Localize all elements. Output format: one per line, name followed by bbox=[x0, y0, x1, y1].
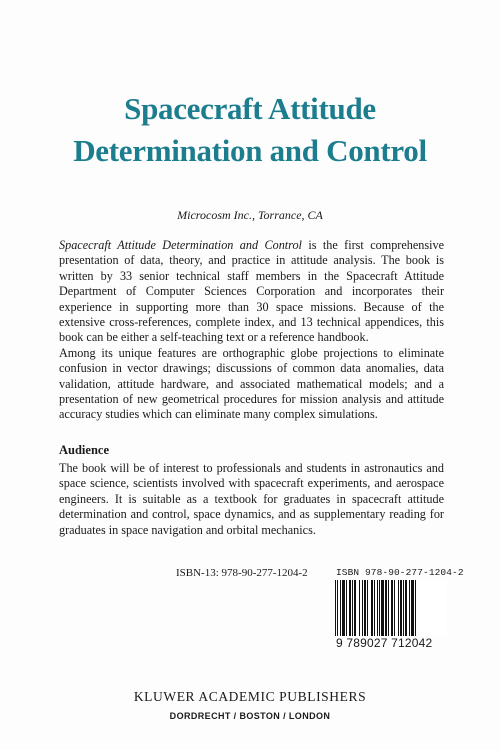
barcode-bar bbox=[398, 580, 399, 636]
barcode-bar bbox=[391, 580, 393, 636]
barcode-bar bbox=[409, 580, 410, 636]
description-text bbox=[59, 238, 444, 423]
barcode-bar bbox=[342, 580, 345, 636]
audience-text bbox=[59, 461, 444, 538]
barcode-bar bbox=[346, 580, 347, 636]
barcode-bar bbox=[400, 580, 402, 636]
barcode-bar bbox=[349, 580, 351, 636]
barcode-bar bbox=[359, 580, 360, 636]
editor-affiliation: Microcosm Inc., Torrance, CA bbox=[177, 208, 323, 222]
barcode-digits: 9 789027 712042 bbox=[336, 636, 433, 650]
barcode-bar bbox=[364, 580, 366, 636]
isbn-number: ISBN-13: 978-90-277-1204-2 bbox=[176, 567, 308, 579]
barcode-bar bbox=[381, 580, 384, 636]
barcode-bar bbox=[340, 580, 341, 636]
barcode-bar bbox=[337, 580, 338, 636]
barcode-bar bbox=[377, 580, 378, 636]
audience-heading: Audience bbox=[59, 443, 109, 457]
barcode-isbn-label: ISBN 978-90-277-1204-2 bbox=[336, 567, 464, 578]
description-paragraph-1 bbox=[59, 238, 444, 346]
barcode-bar bbox=[367, 580, 368, 636]
barcode-bar bbox=[415, 580, 416, 636]
book-title bbox=[0, 88, 500, 172]
barcode-bar bbox=[354, 580, 356, 636]
barcode-bar bbox=[411, 580, 414, 636]
barcode-bar bbox=[385, 580, 387, 636]
barcode-bar bbox=[394, 580, 395, 636]
barcode-bar bbox=[388, 580, 389, 636]
barcode-bar bbox=[379, 580, 380, 636]
description-paragraph-1-text: is the first comprehensive presentation of data, theory, and practice in attitude analysis. The book is written by 33 senior technical staff members in the Spacecraft Attitude Department of Computer Sciences Corporation and incorporates their experience in supporting more than 30 space missions. Because of the extensive cross-references, complete index, and 13 technical appendices, this book can be either a self-teaching text or a reference handbook. bbox=[59, 238, 444, 345]
description-book-title: Spacecraft Attitude Determination and Control bbox=[59, 238, 302, 252]
audience-paragraph: The book will be of interest to professionals and students in astronautics and space science, scientists involved with spacecraft experiments, and aerospace engineers. It is suitable as a textbook for graduates in spacecraft attitude determination and control, space dynamics, and as supplementary reading for graduates in space navigation and orbital mechanics. bbox=[59, 461, 444, 537]
barcode-bar bbox=[352, 580, 353, 636]
publisher-cities: DORDRECHT / BOSTON / LONDON bbox=[169, 711, 331, 721]
barcode-bar bbox=[405, 580, 407, 636]
barcode-bar bbox=[362, 580, 363, 636]
barcode-bar bbox=[335, 580, 336, 636]
barcode-bar bbox=[374, 580, 375, 636]
barcode-image bbox=[334, 580, 446, 636]
description-paragraph-2: Among its unique features are orthographic globe projections to eliminate confusion in vector drawings; discussions of common data anomalies, data validation, attitude hardware, and associated mathematical models; and a presentation of new geometrical procedures for mission analysis and attitude accuracy studies which can eliminate many complex simulations. bbox=[59, 345, 444, 422]
barcode-bar bbox=[371, 580, 373, 636]
barcode-bar bbox=[403, 580, 404, 636]
book-title-line-2: Determination and Control bbox=[73, 133, 427, 168]
book-title-line-1: Spacecraft Attitude bbox=[124, 91, 376, 126]
publisher-name: KLUWER ACADEMIC PUBLISHERS bbox=[133, 689, 367, 704]
